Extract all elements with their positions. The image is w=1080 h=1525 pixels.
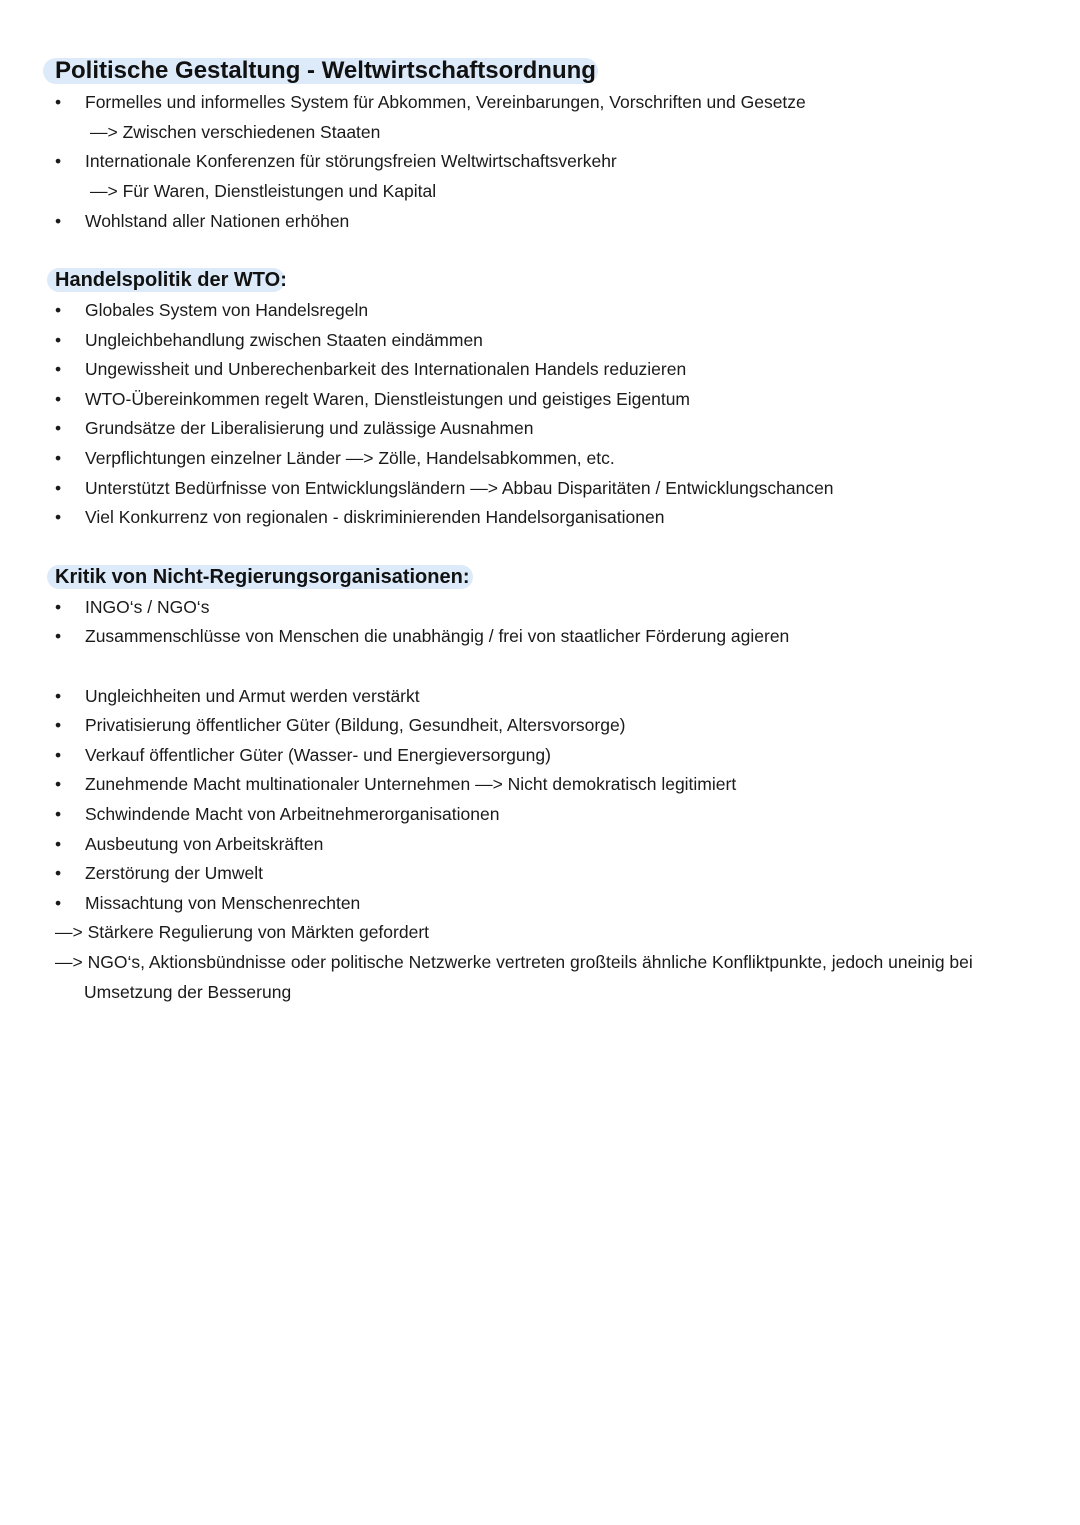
bullet-marker: • <box>55 330 62 350</box>
document-page: Politische Gestaltung - Weltwirtschaftsordnung • Formelles und informelles System für Abkommen, Vereinbarungen, Vorschriften und Gesetze —> Zwischen verschiedenen Staaten • Internationale Konferenzen für störungsfreien Weltwirtschaftsverkehr —> Für Waren, Dienstleistungen und Kapital • Wohlstand aller Nationen erhöhen Handelspolitik der WTO: • Globales System von Handelsregeln • Ungleichbehandlung zwischen Staaten eindämmen • Ungewissheit und Unberechenbarkeit des Internationalen Handels reduzieren • WTO-Übereinkommen regelt Waren, Dienstleistungen und geistiges Eigentum • Grundsätze der Liberalisierung und zulässige Ausnahmen • Verpflichtungen einzelner Länder —> Zölle, Handelsabkommen, etc. • Unterstützt Bedürfnisse von Entwicklungsländern —> Abbau Disparitäten / Entwicklungschancen • Viel Konkurrenz von regionalen - diskriminierenden Handelsorganisationen Kritik von Nicht-Regierungsorganisationen: • INGO‘s / NGO‘s • Zusammenschlüsse von Menschen die unabhängig / frei von staatlicher Förderung agieren • Ungleichheiten und Armut werden verstärkt • Privatisierung öffentlicher Güter (Bildung, Gesundheit, Altersvorsorge) • Verkauf öffentlicher Güter (Wasser- und Energieversorgung) • Zunehmende Macht multinationaler Unternehmen —> Nicht demokratisch legitimiert • Schwindende Macht von Arbeitnehmerorganisationen • Ausbeutung von Arbeitskräften • Zerstörung der Umwelt • Missachtung von Menschenrechten —> Stärkere Regulierung von Märkten gefordert —> NGO‘s, Aktionsbündnisse oder politische Netzwerke vertreten großteils ähnliche Konfliktpunkte, jedoch uneinig bei Umsetzung der Besserung <box>0 0 1080 1525</box>
bullet-marker: • <box>55 774 62 794</box>
bullet-marker: • <box>55 507 62 527</box>
bullet-marker: • <box>55 478 62 498</box>
bullet-marker: • <box>55 893 62 913</box>
bullet-marker: • <box>55 300 62 320</box>
bullet-marker: • <box>55 686 62 706</box>
section-heading-kritik: Kritik von Nicht-Regierungsorganisationen: <box>55 564 469 590</box>
bullet-marker: • <box>55 715 62 735</box>
sub-item: —> Für Waren, Dienstleistungen und Kapital <box>90 181 437 201</box>
bullet-marker: • <box>55 448 62 468</box>
bullet-marker: • <box>55 597 62 617</box>
sub-item: —> Zwischen verschiedenen Staaten <box>90 122 381 142</box>
bullet-marker: • <box>55 745 62 765</box>
bullet-marker: • <box>55 863 62 883</box>
bullet-marker: • <box>55 834 62 854</box>
conclusion-line-continued: Umsetzung der Besserung <box>84 982 292 1002</box>
bullet-marker: • <box>55 92 62 112</box>
section-heading-weltwirtschaftsordnung: Politische Gestaltung - Weltwirtschaftsordnung <box>55 56 596 86</box>
conclusion-line: —> NGO‘s, Aktionsbündnisse oder politische Netzwerke vertreten großteils ähnliche Konfliktpunkte, jedoch uneinig bei <box>55 952 973 972</box>
bullet-marker: • <box>55 626 62 646</box>
bullet-marker: • <box>55 211 62 231</box>
bullet-marker: • <box>55 418 62 438</box>
bullet-marker: • <box>55 359 62 379</box>
section-heading-handelspolitik: Handelspolitik der WTO: <box>55 267 287 293</box>
bullet-marker: • <box>55 389 62 409</box>
bullet-marker: • <box>55 151 62 171</box>
conclusion-line: —> Stärkere Regulierung von Märkten gefordert <box>55 922 430 942</box>
bullet-marker: • <box>55 804 62 824</box>
